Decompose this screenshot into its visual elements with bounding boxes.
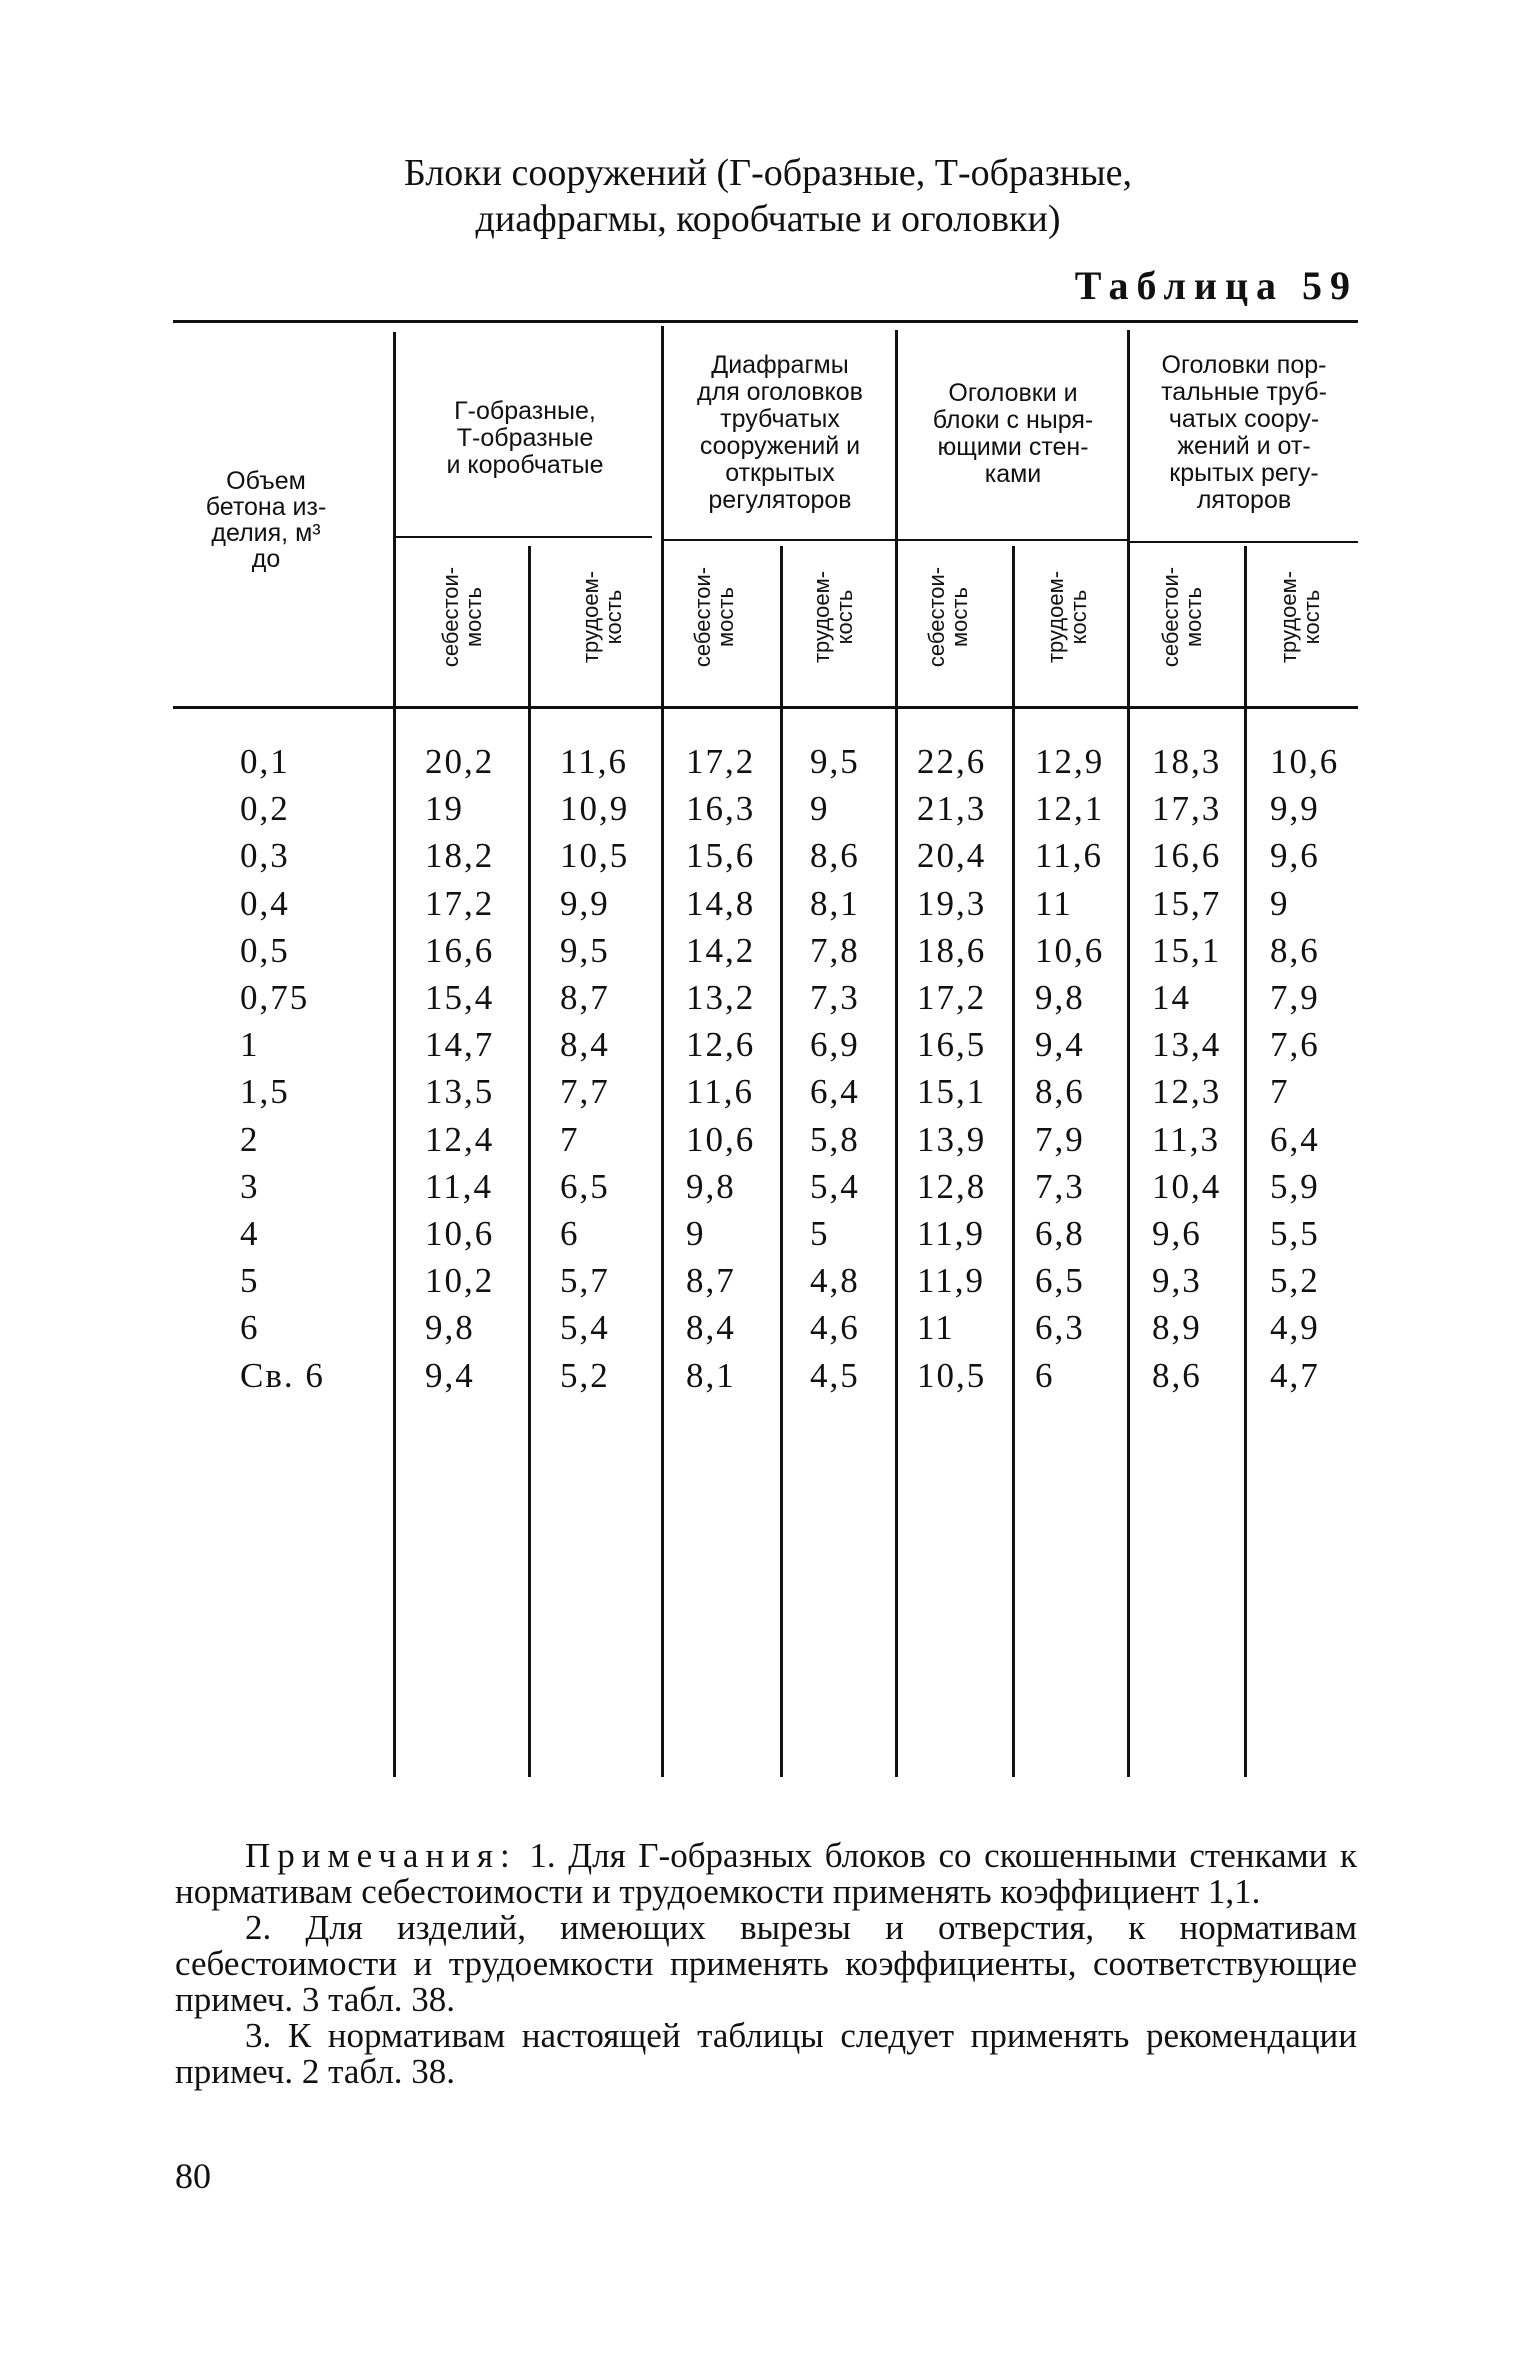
group-header-line: крытых регу- [1169, 459, 1319, 487]
row-label-cell: 3 [240, 1167, 260, 1206]
table-cell: 14,2 [686, 931, 756, 970]
table-cell: 7,3 [1035, 1167, 1085, 1206]
table-cell: 6,5 [560, 1167, 610, 1206]
subheader-labor-3 [1045, 542, 1089, 692]
row-header-line: до [251, 545, 281, 573]
notes-lead: Примечания: [245, 1836, 517, 1875]
table-cell: 11,6 [686, 1072, 754, 1111]
col-line-7 [1127, 330, 1130, 1777]
table-cell: 21,3 [917, 789, 987, 828]
title-line-1: Блоки сооружений (Г-образные, Т-образные, [403, 152, 1133, 194]
table-cell: 10,5 [560, 836, 630, 875]
row-label-cell: 2 [240, 1120, 260, 1159]
note-1-text: 1. Для Г-образных блоков со скошенными стенками к нормативам себестоимости и трудоемкости применять коэффициент 1,1. [175, 1836, 1357, 1911]
subheader-cost-3 [924, 542, 973, 692]
table-cell: 5,2 [560, 1356, 610, 1395]
col-line-3 [661, 326, 664, 1777]
table-cell: 5,9 [1270, 1167, 1320, 1206]
table-cell: 22,6 [917, 742, 987, 781]
table-cell: 9,4 [425, 1356, 475, 1395]
table-cell: 9 [810, 789, 830, 828]
group-header-line: трубчатых [720, 405, 840, 433]
group-header-line: Г-образные, [454, 397, 596, 425]
table-cell: 8,7 [686, 1261, 736, 1300]
table-cell: 17,3 [1152, 789, 1222, 828]
table-cell: 12,1 [1035, 789, 1105, 828]
table-cell: 20,2 [425, 742, 495, 781]
subheader-text: себестои- мость [438, 566, 487, 668]
table-cell: 7,8 [810, 931, 860, 970]
table-cell: 6,4 [810, 1072, 860, 1111]
table-cell: 11,9 [917, 1214, 985, 1253]
table-cell: 18,3 [1152, 742, 1222, 781]
row-label-cell: 1 [240, 1025, 260, 1064]
subheader-labor-2 [811, 542, 855, 692]
notes-block [175, 1838, 1357, 2090]
note-1 [175, 1838, 1357, 1910]
group-header-line: для оголовков [697, 378, 863, 406]
group-header-line: Т-образные [456, 424, 594, 452]
table-cell: 7,3 [810, 978, 860, 1017]
group-header-line: Диафрагмы [711, 351, 849, 379]
table-cell: 10,6 [1035, 931, 1105, 970]
table-cell: 5,7 [560, 1261, 610, 1300]
table-cell: 11,9 [917, 1261, 985, 1300]
table-cell: 5,4 [560, 1308, 610, 1347]
table-cell: 12,9 [1035, 742, 1105, 781]
table-cell: 6,4 [1270, 1120, 1320, 1159]
table-cell: 7,9 [1270, 978, 1320, 1017]
row-label-cell: 0,1 [240, 742, 290, 781]
table-cell: 15,7 [1152, 884, 1222, 923]
row-header-line: бетона из- [205, 493, 327, 521]
table-cell: 9,5 [810, 742, 860, 781]
table-cell: 10,9 [560, 789, 630, 828]
table-cell: 10,2 [425, 1261, 495, 1300]
table-cell: 8,9 [1152, 1308, 1202, 1347]
subheader-cost-1 [438, 542, 487, 692]
table-cell: 4,5 [810, 1356, 860, 1395]
table-cell: 11 [917, 1308, 955, 1347]
table-cell: 8,6 [1035, 1072, 1085, 1111]
table-cell: 19 [425, 789, 464, 828]
table-cell: 9,4 [1035, 1025, 1085, 1064]
subheader-text: себестои- мость [1158, 566, 1207, 668]
table-cell: 9,8 [425, 1308, 475, 1347]
table-cell: 6,5 [1035, 1261, 1085, 1300]
row-label-cell: Св. 6 [240, 1356, 325, 1395]
group-header-line: и коробчатые [446, 451, 604, 479]
subheader-text: себестои- мость [924, 566, 973, 668]
col-line-1 [393, 332, 396, 1777]
group-header-line: сооружений и [699, 432, 861, 460]
col-line-4 [780, 546, 783, 1777]
note-3: 3. К нормативам настоящей таблицы следует применять рекомендации примеч. 2 табл. 38. [175, 2016, 1357, 2091]
table-cell: 13,5 [425, 1072, 495, 1111]
table-cell: 17,2 [917, 978, 987, 1017]
table-cell: 6,9 [810, 1025, 860, 1064]
table-cell: 4,6 [810, 1308, 860, 1347]
note-2: 2. Для изделий, имеющих вырезы и отверстия, к нормативам себестоимости и трудоемкости применять коэффициенты, соответствующие примеч. 3 табл. 38. [175, 1908, 1357, 2019]
table-cell: 18,6 [917, 931, 987, 970]
group-header-line: чатых соору- [1168, 405, 1320, 433]
table-cell: 4,7 [1270, 1356, 1320, 1395]
table-cell: 11,3 [1152, 1120, 1220, 1159]
row-label-cell: 4 [240, 1214, 260, 1253]
subheader-cost-2 [690, 542, 739, 692]
group-header-line: блоки с ныря- [932, 406, 1094, 434]
table-top-rule [173, 320, 1358, 323]
table-cell: 11,6 [560, 742, 628, 781]
table-cell: 4,9 [1270, 1308, 1320, 1347]
table-cell: 16,3 [686, 789, 756, 828]
table-cell: 10,4 [1152, 1167, 1222, 1206]
table-cell: 11,4 [425, 1167, 493, 1206]
table-cell: 8,4 [560, 1025, 610, 1064]
subheader-cost-4 [1158, 542, 1207, 692]
table-cell: 8,7 [560, 978, 610, 1017]
table-cell: 7,9 [1035, 1120, 1085, 1159]
table-cell: 17,2 [686, 742, 756, 781]
row-header-volume [176, 468, 356, 572]
table-cell: 18,2 [425, 836, 495, 875]
table-cell: 14 [1152, 978, 1191, 1017]
table-cell: 7,7 [560, 1072, 610, 1111]
group-header-diaphragms [664, 352, 896, 514]
table-cell: 9,6 [1152, 1214, 1202, 1253]
table-cell: 5,2 [1270, 1261, 1320, 1300]
table-cell: 9 [686, 1214, 706, 1253]
table-cell: 13,2 [686, 978, 756, 1017]
table-cell: 7 [1270, 1072, 1290, 1111]
col-line-5 [895, 330, 898, 1777]
table-cell: 9,9 [1270, 789, 1320, 828]
table-cell: 6,3 [1035, 1308, 1085, 1347]
group-header-line: жений и от- [1177, 432, 1311, 460]
table-cell: 14,8 [686, 884, 756, 923]
table-cell: 8,6 [810, 836, 860, 875]
table-cell: 9,9 [560, 884, 610, 923]
table-cell: 6,8 [1035, 1214, 1085, 1253]
table-cell: 8,1 [686, 1356, 736, 1395]
table-cell: 5,4 [810, 1167, 860, 1206]
table-cell: 15,4 [425, 978, 495, 1017]
subheader-text: трудоем- кость [1276, 570, 1324, 664]
table-cell: 8,4 [686, 1308, 736, 1347]
group-header-portal-heads [1130, 352, 1358, 514]
subheader-labor-1 [580, 542, 624, 692]
table-cell: 8,6 [1152, 1356, 1202, 1395]
table-cell: 12,3 [1152, 1072, 1222, 1111]
row-label-cell: 0,4 [240, 884, 290, 923]
subheader-text: трудоем- кость [1043, 570, 1091, 664]
subheader-text: трудоем- кость [578, 570, 626, 664]
table-cell: 7,6 [1270, 1025, 1320, 1064]
table-cell: 8,6 [1270, 931, 1320, 970]
table-cell: 9,8 [686, 1167, 736, 1206]
table-cell: 15,6 [686, 836, 756, 875]
table-cell: 19,3 [917, 884, 987, 923]
table-cell: 16,5 [917, 1025, 987, 1064]
group-header-line: Оголовки пор- [1161, 351, 1327, 379]
row-label-cell: 6 [240, 1308, 260, 1347]
table-cell: 10,5 [917, 1356, 987, 1395]
group-header-line: ками [984, 460, 1042, 488]
table-cell: 12,8 [917, 1167, 987, 1206]
subheader-text: трудоем- кость [809, 570, 857, 664]
table-cell: 10,6 [1270, 742, 1340, 781]
page-number: 80 [175, 2156, 211, 2196]
table-cell: 5,5 [1270, 1214, 1320, 1253]
group-header-line: Оголовки и [948, 379, 1078, 407]
table-cell: 6 [560, 1214, 580, 1253]
table-cell: 15,1 [917, 1072, 987, 1111]
row-label-cell: 0,2 [240, 789, 290, 828]
table-cell: 9,6 [1270, 836, 1320, 875]
row-header-line: делия, м³ [211, 519, 321, 547]
row-label-cell: 0,75 [240, 978, 310, 1017]
table-cell: 14,7 [425, 1025, 495, 1064]
table-cell: 17,2 [425, 884, 495, 923]
row-label-cell: 1,5 [240, 1072, 290, 1111]
table-cell: 9,8 [1035, 978, 1085, 1017]
group-header-line: регуляторов [708, 486, 852, 514]
header-divider-o [898, 539, 1128, 541]
col-line-8 [1244, 546, 1247, 1777]
header-bottom-rule [173, 706, 1358, 709]
table-cell: 5,8 [810, 1120, 860, 1159]
table-cell: 7 [560, 1120, 580, 1159]
header-divider-g [396, 536, 652, 538]
subheader-labor-4 [1278, 542, 1322, 692]
table-cell: 13,9 [917, 1120, 987, 1159]
table-cell: 16,6 [425, 931, 495, 970]
group-header-line: открытых [725, 459, 835, 487]
col-line-6 [1012, 546, 1015, 1777]
col-line-2 [528, 546, 531, 1777]
table-cell: 11,6 [1035, 836, 1103, 875]
table-cell: 8,1 [810, 884, 860, 923]
table-cell: 12,4 [425, 1120, 495, 1159]
row-header-line: Объем [226, 467, 306, 495]
row-label-cell: 0,5 [240, 931, 290, 970]
table-cell: 20,4 [917, 836, 987, 875]
table-cell: 9,5 [560, 931, 610, 970]
table-cell: 16,6 [1152, 836, 1222, 875]
table-cell: 4,8 [810, 1261, 860, 1300]
row-label-cell: 0,3 [240, 836, 290, 875]
table-cell: 6 [1035, 1356, 1055, 1395]
group-header-line: ляторов [1196, 486, 1292, 514]
table-cell: 13,4 [1152, 1025, 1222, 1064]
title-line-2: диафрагмы, коробчатые и оголовки) [475, 198, 1061, 240]
header-divider-d [664, 539, 898, 541]
table-cell: 9,3 [1152, 1261, 1202, 1300]
table-cell: 10,6 [686, 1120, 756, 1159]
subheader-text: себестои- мость [690, 566, 739, 668]
group-header-line: ющими стен- [937, 433, 1089, 461]
table-title [0, 150, 1536, 242]
table-cell: 15,1 [1152, 931, 1222, 970]
group-header-line: тальные труб- [1161, 378, 1327, 406]
table-cell: 5 [810, 1214, 830, 1253]
table-cell: 11 [1035, 884, 1073, 923]
table-cell: 12,6 [686, 1025, 756, 1064]
group-header-g-t-box [400, 398, 650, 479]
row-label-cell: 5 [240, 1261, 260, 1300]
table-cell: 9 [1270, 884, 1290, 923]
group-header-heads-blocks [898, 380, 1128, 488]
table-cell: 10,6 [425, 1214, 495, 1253]
table-number: Таблица 59 [1074, 263, 1358, 308]
